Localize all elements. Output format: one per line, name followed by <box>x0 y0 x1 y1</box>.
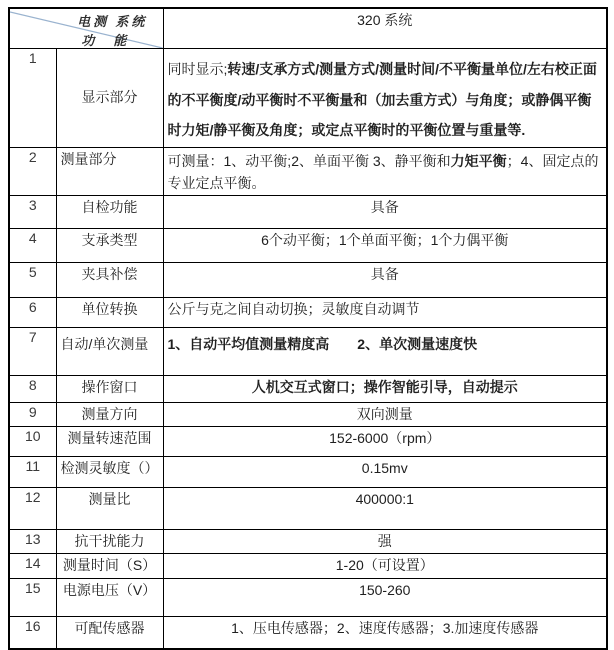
feature-value-text: 可测量：1、动平衡;2、单面平衡 3、静平衡和 <box>167 152 451 169</box>
feature-value-text: ；4、固定点的专业定点平衡。 <box>167 152 599 191</box>
feature-label: 支承类型 <box>56 229 163 263</box>
feature-value-text: 强 <box>377 532 392 549</box>
row-number: 7 <box>9 328 56 376</box>
feature-value-text: 同时显示; <box>167 61 228 77</box>
feature-value <box>163 196 607 229</box>
feature-value <box>163 553 607 578</box>
feature-value <box>163 263 607 298</box>
feature-value-text: 1、自动平均值测量精度高 2、单次测量速度快 <box>167 336 478 353</box>
table-row <box>9 147 607 196</box>
row-number: 5 <box>9 263 56 298</box>
feature-label: 测量部分 <box>56 147 163 196</box>
feature-label: 自动/单次测量 <box>56 328 163 376</box>
table-row <box>9 229 607 263</box>
row-number: 4 <box>9 229 56 263</box>
row-number: 14 <box>9 553 56 578</box>
feature-value-text: 400000:1 <box>355 490 414 507</box>
corner-axis-system-label: 电测 系统 <box>77 14 148 29</box>
feature-value-text: 1-20（可设置） <box>335 556 434 573</box>
feature-value <box>163 147 607 196</box>
table-row <box>9 456 607 487</box>
table-row <box>9 376 607 403</box>
feature-value-text: 0.15mv <box>361 459 408 476</box>
feature-value-text: 152-6000（rpm） <box>329 429 441 446</box>
feature-value <box>163 487 607 529</box>
feature-label: 显示部分 <box>56 49 163 148</box>
row-number: 15 <box>9 578 56 616</box>
corner-axis-function-label: 功 能 <box>81 33 130 48</box>
feature-label: 检测灵敏度（） <box>56 456 163 487</box>
table-row <box>9 529 607 553</box>
feature-value-text: 人机交互式窗口；操作智能引导，自动提示 <box>251 379 518 396</box>
feature-value-text: 转速/支承方式/测量方式/测量时间/不平衡量单位/左右校正面的不平衡度/动平衡时不平衡量和（加去重方式）与角度；或静偶平衡时力矩/静平衡及角度；或定点平衡时的平衡位置与重量等. <box>167 61 597 139</box>
row-number: 12 <box>9 487 56 529</box>
feature-label: 可配传感器 <box>56 616 163 649</box>
spec-table <box>8 7 608 650</box>
row-number: 3 <box>9 196 56 229</box>
feature-label: 测量时间（S） <box>56 553 163 578</box>
table-row <box>9 196 607 229</box>
corner-header-cell <box>9 8 163 49</box>
system-title: 320 系统 <box>163 8 607 49</box>
table-row <box>9 328 607 376</box>
feature-value-text: 1、压电传感器；2、速度传感器；3.加速度传感器 <box>231 619 539 636</box>
table-row <box>9 426 607 456</box>
row-number: 11 <box>9 456 56 487</box>
feature-value <box>163 426 607 456</box>
table-row <box>9 578 607 616</box>
feature-value <box>163 616 607 649</box>
row-number: 8 <box>9 376 56 403</box>
row-number: 2 <box>9 147 56 196</box>
table-row <box>9 263 607 298</box>
table-row <box>9 553 607 578</box>
table-row <box>9 49 607 148</box>
table-row <box>9 403 607 426</box>
table-row <box>9 487 607 529</box>
feature-label: 夹具补偿 <box>56 263 163 298</box>
feature-label: 测量比 <box>56 487 163 529</box>
feature-label: 电源电压（V） <box>56 578 163 616</box>
feature-label: 测量方向 <box>56 403 163 426</box>
feature-value <box>163 529 607 553</box>
feature-value <box>163 49 607 148</box>
feature-value <box>163 456 607 487</box>
feature-value <box>163 229 607 263</box>
header-row <box>9 8 607 49</box>
feature-label: 操作窗口 <box>56 376 163 403</box>
row-number: 10 <box>9 426 56 456</box>
feature-value <box>163 578 607 616</box>
row-number: 9 <box>9 403 56 426</box>
feature-value-text: 具备 <box>370 199 399 216</box>
row-number: 16 <box>9 616 56 649</box>
feature-value-text: 双向测量 <box>356 406 413 423</box>
feature-value-text: 公斤与克之间自动切换；灵敏度自动调节 <box>167 301 420 318</box>
feature-value-text: 6个动平衡；1个单面平衡；1个力偶平衡 <box>261 232 509 249</box>
feature-label: 测量转速范围 <box>56 426 163 456</box>
row-number: 13 <box>9 529 56 553</box>
feature-label: 单位转换 <box>56 298 163 328</box>
table-row <box>9 616 607 649</box>
feature-value <box>163 403 607 426</box>
row-number: 6 <box>9 298 56 328</box>
row-number: 1 <box>9 49 56 148</box>
feature-label: 自检功能 <box>56 196 163 229</box>
feature-value-text: 150-260 <box>359 581 411 598</box>
feature-value-text: 具备 <box>370 266 399 283</box>
feature-value <box>163 298 607 328</box>
feature-value <box>163 376 607 403</box>
feature-value <box>163 328 607 376</box>
feature-value-text: 力矩平衡 <box>450 152 507 169</box>
table-row <box>9 298 607 328</box>
feature-label: 抗干扰能力 <box>56 529 163 553</box>
